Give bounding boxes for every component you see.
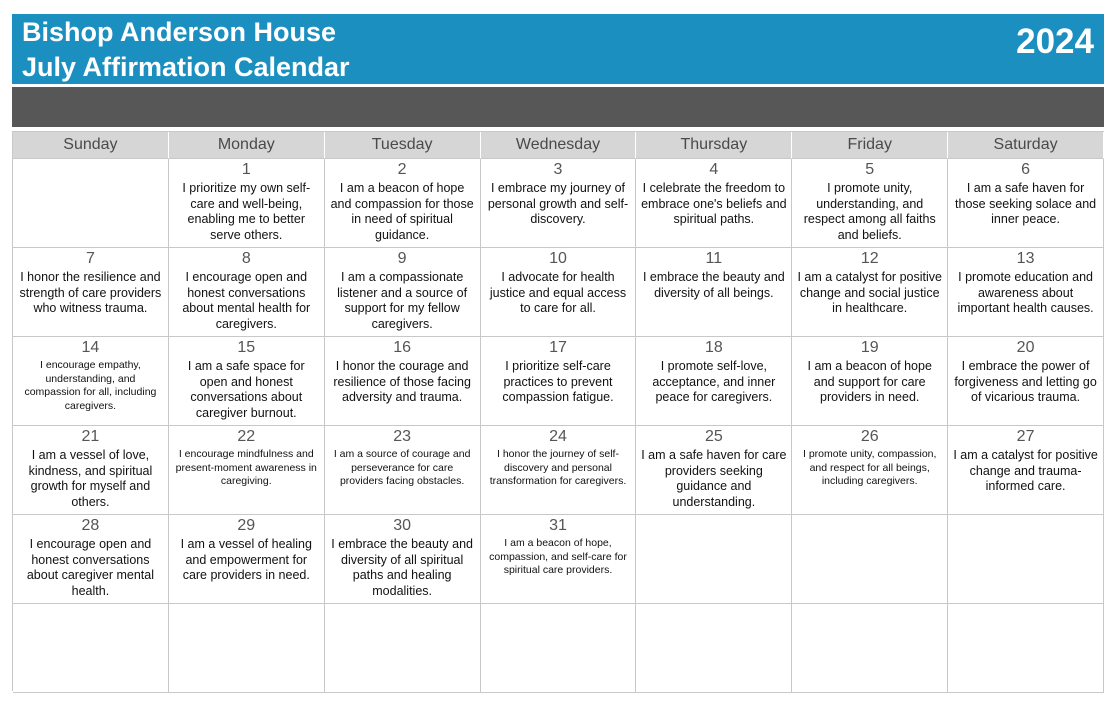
calendar-title: July Affirmation Calendar (22, 52, 350, 82)
affirmation-text: I encourage open and honest conversations about caregiver mental health. (26, 537, 154, 598)
day-number: 23 (393, 428, 412, 445)
day-number: 8 (241, 250, 251, 267)
affirmation-text: I encourage mindfulness and present-moment awareness in caregiving. (175, 448, 317, 487)
day-cell-6 (948, 159, 1104, 248)
affirmation-text: I am a beacon of hope, compassion, and self-care for spiritual care providers. (489, 537, 627, 576)
affirmation-text: I encourage open and honest conversations about mental health for caregivers. (182, 270, 311, 331)
affirmation-text: I am a source of courage and perseverance for care providers facing obstacles. (333, 448, 471, 487)
affirmation-text: I am a vessel of love, kindness, and spiritual growth for myself and others. (28, 448, 153, 509)
day-cell-empty (948, 604, 1104, 693)
day-cell-21 (13, 426, 169, 515)
day-number: 25 (704, 428, 723, 445)
day-cell-empty (636, 515, 792, 604)
weekday-friday: Friday (792, 132, 948, 159)
day-number: 28 (81, 517, 100, 534)
day-cell-26 (792, 426, 948, 515)
day-number: 31 (549, 517, 567, 534)
weekday-thursday: Thursday (636, 132, 792, 159)
day-cell-31 (481, 515, 637, 604)
affirmation-text: I promote self-love, acceptance, and inner peace for caregivers. (652, 359, 776, 404)
weekday-sunday: Sunday (13, 132, 169, 159)
day-number: 16 (393, 339, 412, 356)
weekday-monday: Monday (169, 132, 325, 159)
day-cell-16 (325, 337, 481, 426)
day-number: 11 (705, 250, 723, 267)
day-number: 17 (549, 339, 567, 356)
affirmation-text: I prioritize my own self-care and well-being, enabling me to better serve others. (182, 181, 311, 242)
day-cell-9 (325, 248, 481, 337)
day-cell-13 (948, 248, 1104, 337)
day-number: 7 (85, 250, 95, 267)
day-number: 14 (81, 339, 100, 356)
day-cell-empty (481, 604, 637, 693)
day-number: 12 (860, 250, 879, 267)
day-number: 10 (549, 250, 567, 267)
day-cell-empty (13, 604, 169, 693)
day-number: 4 (709, 161, 719, 178)
day-number: 29 (237, 517, 256, 534)
day-cell-12 (792, 248, 948, 337)
day-cell-10 (481, 248, 637, 337)
day-number: 3 (553, 161, 563, 178)
affirmation-text: I embrace the power of forgiveness and letting go of vicarious trauma. (954, 359, 1097, 404)
affirmation-text: I am a safe space for open and honest conversations about caregiver burnout. (187, 359, 305, 420)
affirmation-text: I am a vessel of healing and empowerment for care providers in need. (180, 537, 312, 582)
day-cell-14 (13, 337, 169, 426)
weekday-wednesday: Wednesday (481, 132, 637, 159)
weekday-tuesday: Tuesday (325, 132, 481, 159)
affirmation-text: I celebrate the freedom to embrace one's beliefs and spiritual paths. (641, 181, 787, 226)
affirmation-text: I honor the courage and resilience of those facing adversity and trauma. (333, 359, 471, 404)
day-number: 1 (241, 161, 251, 178)
day-cell-empty (948, 515, 1104, 604)
day-cell-empty (325, 604, 481, 693)
day-cell-empty (169, 604, 325, 693)
affirmation-text: I promote unity, understanding, and respect among all faiths and beliefs. (803, 181, 936, 242)
affirmation-text: I am a compassionate listener and a source of support for my fellow caregivers. (337, 270, 468, 331)
affirmation-text: I am a catalyst for positive change and social justice in healthcare. (797, 270, 942, 315)
day-number: 2 (397, 161, 407, 178)
day-cell-23 (325, 426, 481, 515)
day-cell-18 (636, 337, 792, 426)
affirmation-text: I embrace the beauty and diversity of all beings. (642, 270, 785, 300)
day-cell-19 (792, 337, 948, 426)
day-number: 30 (393, 517, 412, 534)
day-cell-empty (13, 159, 169, 248)
day-number: 5 (865, 161, 875, 178)
day-number: 18 (704, 339, 723, 356)
affirmation-text: I am a safe haven for care providers seeking guidance and understanding. (641, 448, 787, 509)
day-number: 26 (860, 428, 879, 445)
day-number: 24 (549, 428, 567, 445)
affirmation-text: I am a safe haven for those seeking solace and inner peace. (955, 181, 1097, 226)
day-cell-11 (636, 248, 792, 337)
day-number: 20 (1016, 339, 1035, 356)
calendar-header (12, 14, 1104, 84)
affirmation-text: I promote unity, compassion, and respect for all beings, including caregivers. (802, 448, 937, 487)
affirmation-text: I honor the resilience and strength of care providers who witness trauma. (19, 270, 162, 315)
day-cell-25 (636, 426, 792, 515)
day-cell-3 (481, 159, 637, 248)
day-cell-27 (948, 426, 1104, 515)
day-cell-28 (13, 515, 169, 604)
day-cell-empty (636, 604, 792, 693)
day-cell-7 (13, 248, 169, 337)
day-number: 13 (1016, 250, 1035, 267)
affirmation-text: I embrace my journey of personal growth and self-discovery. (487, 181, 629, 226)
day-cell-20 (948, 337, 1104, 426)
affirmation-text: I embrace the beauty and diversity of all spiritual paths and healing modalities. (331, 537, 474, 598)
day-cell-5 (792, 159, 948, 248)
day-number: 22 (237, 428, 256, 445)
affirmation-text: I am a catalyst for positive change and trauma-informed care. (953, 448, 1098, 493)
organization-title: Bishop Anderson House (22, 17, 337, 47)
day-cell-empty (792, 604, 948, 693)
affirmation-text: I honor the journey of self-discovery and personal transformation for caregivers. (489, 448, 627, 487)
day-number: 21 (81, 428, 100, 445)
header-banner (12, 87, 1104, 127)
affirmation-text: I prioritize self-care practices to prevent compassion fatigue. (502, 359, 614, 404)
day-cell-empty (792, 515, 948, 604)
day-number: 6 (1021, 161, 1031, 178)
day-cell-15 (169, 337, 325, 426)
day-cell-24 (481, 426, 637, 515)
affirmation-text: I am a beacon of hope and support for care providers in need. (807, 359, 932, 404)
day-cell-22 (169, 426, 325, 515)
day-cell-8 (169, 248, 325, 337)
day-cell-29 (169, 515, 325, 604)
affirmation-text: I encourage empathy, understanding, and compassion for all, including caregivers. (24, 359, 157, 412)
weekday-saturday: Saturday (948, 132, 1104, 159)
calendar-grid (12, 131, 1104, 691)
day-number: 19 (860, 339, 879, 356)
day-number: 15 (237, 339, 256, 356)
affirmation-text: I advocate for health justice and equal access to care for all. (489, 270, 627, 315)
calendar-year: 2024 (1016, 22, 1094, 61)
day-number: 9 (397, 250, 407, 267)
affirmation-text: I am a beacon of hope and compassion for those in need of spiritual guidance. (330, 181, 474, 242)
day-cell-2 (325, 159, 481, 248)
day-cell-17 (481, 337, 637, 426)
day-cell-4 (636, 159, 792, 248)
day-cell-1 (169, 159, 325, 248)
day-cell-30 (325, 515, 481, 604)
affirmation-text: I promote education and awareness about important health causes. (957, 270, 1094, 315)
day-number: 27 (1016, 428, 1035, 445)
